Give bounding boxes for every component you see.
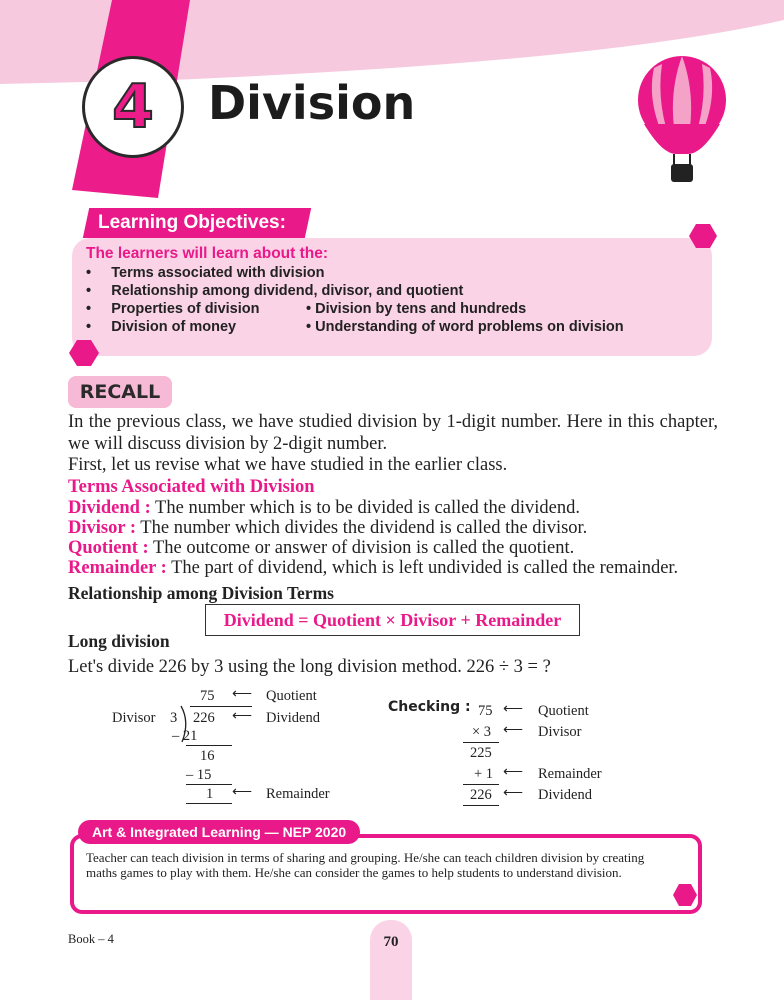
list-item: • Terms associated with division [86, 265, 325, 281]
ld-divisor: 3 [170, 710, 178, 726]
ld-remainder: 1 [206, 786, 214, 802]
arrow-left-icon: ⟵ [232, 687, 253, 702]
art-integrated-text: Teacher can teach division in terms of sharing and grouping. He/she can teach children division by creating maths games to play with them. He/she can consider the games to help students to understand division. [86, 850, 645, 880]
check-quotient: 75 [478, 703, 493, 719]
long-division-intro: Let's divide 226 by 3 using the long division method. 226 ÷ 3 = ? [68, 657, 551, 677]
check-label-dividend: Dividend [538, 787, 592, 803]
ld-line [186, 803, 232, 804]
art-integrated-tag: Art & Integrated Learning — NEP 2020 [78, 820, 360, 844]
arrow-left-icon: ⟵ [232, 709, 253, 724]
ld-label-remainder: Remainder [266, 786, 330, 802]
ld-bar [190, 706, 252, 707]
check-label-divisor: Divisor [538, 724, 582, 740]
check-label-quotient: Quotient [538, 703, 589, 719]
hot-air-balloon-icon [632, 54, 732, 186]
ld-quotient: 75 [200, 688, 215, 704]
term-quotient: Quotient : The outcome or answer of division is called the quotient. [68, 538, 575, 558]
division-formula: Dividend = Quotient × Divisor + Remainder [205, 604, 580, 636]
decor-hexagon-icon [68, 338, 100, 368]
learning-objectives-intro: The learners will learn about the: [86, 245, 329, 262]
term-remainder: Remainder : The part of dividend, which is left undivided is called the remainder. [68, 558, 679, 578]
ld-step3: – 15 [186, 767, 212, 783]
list-item: • Division by tens and hundreds [306, 301, 527, 317]
check-line [463, 784, 499, 785]
page-number: 70 [383, 934, 399, 950]
book-label: Book – 4 [68, 932, 114, 946]
check-times: × 3 [472, 724, 492, 740]
term-divisor: Divisor : The number which divides the dividend is called the divisor. [68, 518, 588, 538]
list-item: • Division of money [86, 319, 237, 335]
decor-hexagon-icon [672, 882, 698, 908]
arrow-left-icon: ⟵ [503, 702, 524, 717]
page-number-tab [370, 920, 412, 1000]
term-dividend: Dividend : The number which is to be divided is called the dividend. [68, 498, 580, 518]
check-line [463, 805, 499, 806]
ld-step1: – 21 [172, 728, 198, 744]
arrow-left-icon: ⟵ [503, 723, 524, 738]
arrow-left-icon: ⟵ [503, 765, 524, 780]
check-product: 225 [470, 745, 492, 761]
recall-paragraph-2: First, let us revise what we have studied in the earlier class. [68, 455, 508, 475]
long-division-heading: Long division [68, 631, 170, 651]
check-line [463, 742, 499, 743]
check-result: 226 [470, 787, 492, 803]
recall-badge: RECALL [68, 376, 172, 408]
list-item: • Understanding of word problems on division [306, 319, 624, 335]
recall-paragraph: In the previous class, we have studied division by 1-digit number. Here in this chapter, we will discuss division by 2-digit number. [68, 412, 718, 454]
ld-line [186, 784, 232, 785]
relationship-heading: Relationship among Division Terms [68, 583, 334, 603]
chapter-number: 4 [82, 56, 184, 158]
decor-hexagon-icon [688, 222, 718, 250]
chapter-title: Division [208, 76, 416, 130]
arrow-left-icon: ⟵ [503, 786, 524, 801]
list-item: • Relationship among dividend, divisor, and quotient [86, 283, 464, 299]
ld-label-quotient: Quotient [266, 688, 317, 704]
arrow-left-icon: ⟵ [232, 785, 253, 800]
list-item: • Properties of division [86, 301, 260, 317]
ld-step2: 16 [200, 748, 215, 764]
checking-label: Checking : [388, 699, 471, 715]
ld-label-dividend: Dividend [266, 710, 320, 726]
check-label-remainder: Remainder [538, 766, 602, 782]
ld-divisor-label: Divisor [112, 710, 156, 726]
learning-objectives-tag: Learning Objectives: [83, 208, 311, 238]
check-plus: + 1 [474, 766, 494, 782]
ld-dividend: 226 [193, 710, 215, 726]
terms-heading: Terms Associated with Division [68, 477, 315, 497]
ld-line [186, 745, 232, 746]
